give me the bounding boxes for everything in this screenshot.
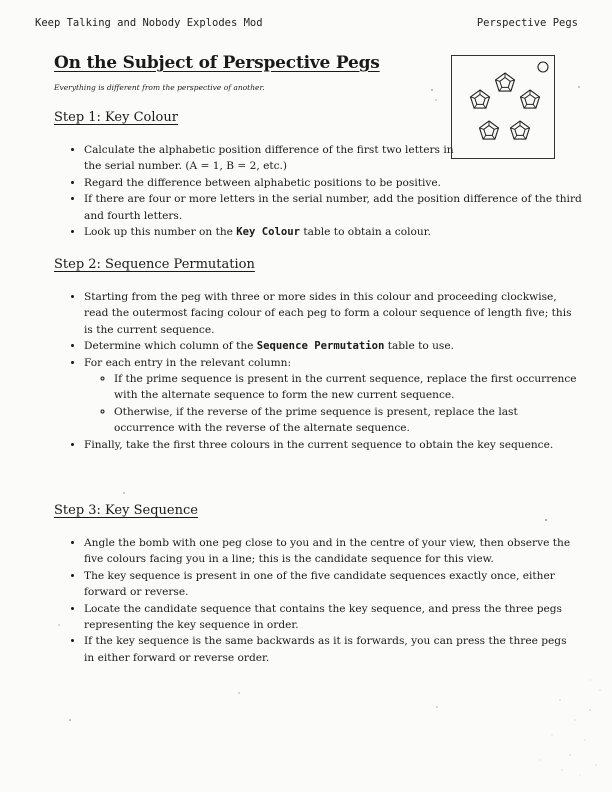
- header-module-name: Perspective Pegs: [476, 17, 578, 29]
- list-item: • If there are four or more letters in the serial number, add the position difference of the third and fourth letters.: [84, 191, 584, 224]
- step2-list: [68, 289, 580, 453]
- step2-sublist: [84, 371, 580, 437]
- pentagon-peg-icon[interactable]: [511, 121, 530, 139]
- list-item: [84, 355, 580, 437]
- list-item: • Regard the difference between alphabetic positions to be positive.: [84, 175, 584, 191]
- step1-list: [68, 142, 582, 240]
- step1-heading: Step 1: Key Colour: [54, 110, 178, 125]
- text-fragment: Look up this number on the: [84, 226, 237, 239]
- flavor-text: Everything is different from the perspective of another.: [54, 83, 265, 92]
- step2-heading: Step 2: Sequence Permutation: [54, 257, 255, 272]
- list-item: ◦ Otherwise, if the reverse of the prime sequence is present, replace the last occurrence with the reverse of the alternate sequence.: [114, 404, 580, 437]
- list-item: ◦ If the prime sequence is present in the current sequence, replace the first occurrence with the alternate sequence to form the new current sequence.: [114, 371, 580, 404]
- pentagon-peg-icon[interactable]: [521, 90, 540, 108]
- pentagon-peg-icon[interactable]: [496, 73, 515, 91]
- key-colour-table-ref: Key Colour: [236, 226, 301, 239]
- list-item: • Calculate the alphabetic position difference of the first two letters in the serial number. (A = 1, B = 2, etc.): [84, 142, 454, 175]
- page-header: [35, 17, 578, 29]
- list-item: • The key sequence is present in one of the five candidate sequences exactly once, either forward or reverse.: [84, 568, 580, 601]
- module-diagram-svg: [452, 56, 554, 158]
- status-light-icon: [538, 62, 548, 72]
- list-item: [84, 224, 454, 240]
- text-fragment: For each entry in the relevant column:: [84, 356, 292, 369]
- text-fragment: table to use.: [384, 340, 455, 353]
- list-item: • Finally, take the first three colours in the current sequence to obtain the key sequence.: [84, 437, 580, 453]
- step3-list: [68, 535, 580, 666]
- header-mod-label: Keep Talking and Nobody Explodes Mod: [35, 17, 263, 29]
- list-item: • Starting from the peg with three or more sides in this colour and proceeding clockwise, read the outermost facing colour of each peg to form a colour sequence of length five; this is the current sequence.: [84, 289, 580, 338]
- list-item: [84, 338, 580, 354]
- step3-heading: Step 3: Key Sequence: [54, 503, 198, 518]
- text-fragment: table to obtain a colour.: [300, 226, 431, 239]
- pentagon-peg-icon[interactable]: [471, 90, 490, 108]
- pentagon-peg-icon[interactable]: [480, 121, 499, 139]
- sequence-permutation-table-ref: Sequence Permutation: [256, 340, 385, 353]
- page-title: On the Subject of Perspective Pegs: [54, 53, 380, 73]
- list-item: • Angle the bomb with one peg close to you and in the centre of your view, then observe the five colours facing you in a line; this is the candidate sequence for this view.: [84, 535, 580, 568]
- module-diagram: [451, 55, 555, 159]
- text-fragment: Determine which column of the: [84, 340, 257, 353]
- list-item: • Locate the candidate sequence that contains the key sequence, and press the three pegs representing the key sequence in order.: [84, 601, 580, 634]
- list-item: • If the key sequence is the same backwards as it is forwards, you can press the three pegs in either forward or reverse order.: [84, 633, 580, 666]
